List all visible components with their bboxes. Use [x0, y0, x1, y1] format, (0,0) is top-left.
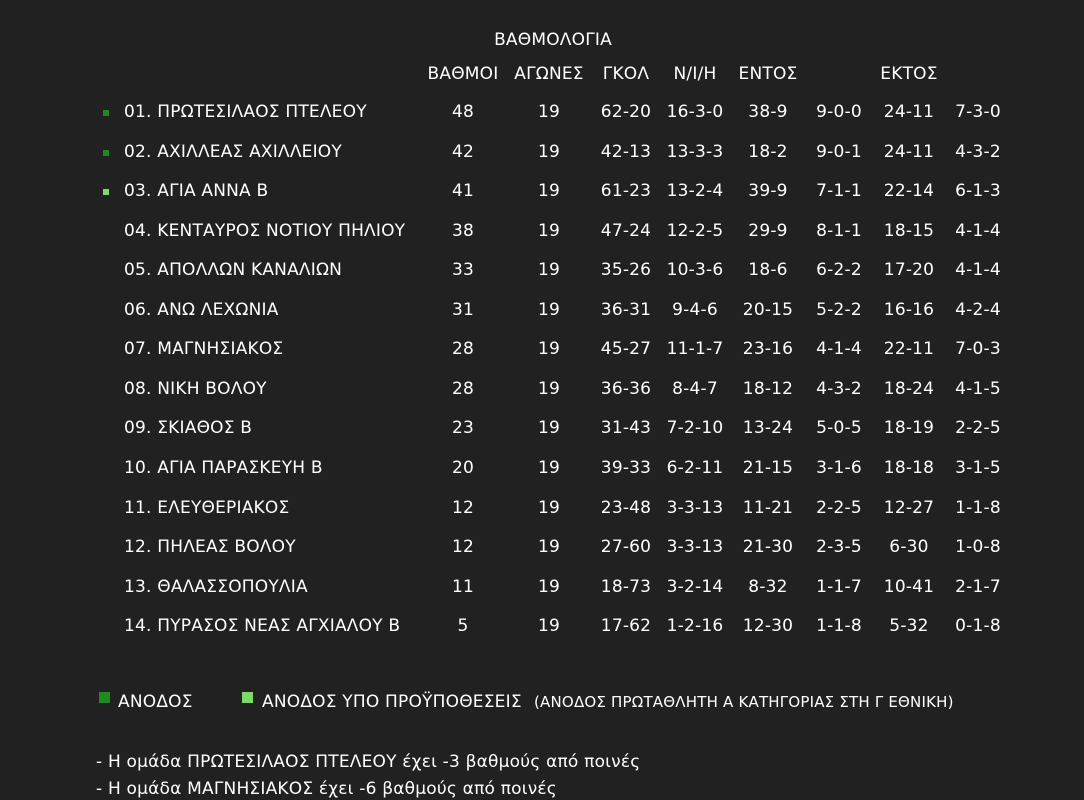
points-cell: 5 [457, 616, 469, 637]
points-cell: 41 [451, 181, 475, 202]
goals-cell: 27-60 [600, 537, 652, 558]
wdl-cell: 3-2-14 [666, 576, 724, 597]
home-goals-cell: 11-21 [742, 497, 794, 518]
table-row [0, 221, 1084, 245]
table-row [0, 498, 1084, 522]
home-goals-cell: 29-9 [748, 220, 788, 241]
wdl-cell: 12-2-5 [666, 220, 724, 241]
away-goals-cell: 18-15 [883, 220, 935, 241]
goals-cell: 35-26 [600, 260, 652, 281]
home-goals-cell: 18-6 [748, 260, 788, 281]
home-wdl-cell: 9-0-1 [816, 141, 862, 162]
team-name: 14. ΠΥΡΑΣΟΣ ΝΕΑΣ ΑΓΧΙΑΛΟΥ Β [124, 616, 401, 637]
away-wdl-cell: 1-0-8 [955, 537, 1001, 558]
away-wdl-cell: 2-2-5 [955, 418, 1001, 439]
goals-cell: 62-20 [600, 102, 652, 122]
points-cell: 20 [451, 457, 475, 478]
team-name: 07. ΜΑΓΝΗΣΙΑΚΟΣ [124, 339, 284, 360]
wdl-cell: 10-3-6 [666, 260, 724, 281]
goals-cell: 47-24 [600, 220, 652, 241]
away-goals-cell: 10-41 [883, 576, 935, 597]
away-goals-cell: 24-11 [883, 102, 935, 122]
goals-cell: 23-48 [600, 497, 652, 518]
home-goals-cell: 21-15 [742, 457, 794, 478]
goals-cell: 18-73 [600, 576, 652, 597]
goals-cell: 36-31 [600, 299, 652, 320]
team-name: 03. ΑΓΙΑ ΑΝΝΑ Β [124, 181, 269, 202]
goals-cell: 36-36 [600, 378, 652, 399]
games-cell: 19 [537, 378, 561, 399]
away-wdl-cell: 2-1-7 [955, 576, 1001, 597]
games-cell: 19 [537, 299, 561, 320]
goals-cell: 17-62 [600, 616, 652, 637]
games-cell: 19 [537, 102, 561, 122]
home-wdl-cell: 9-0-0 [816, 102, 862, 122]
wdl-cell: 8-4-7 [672, 378, 718, 399]
games-cell: 19 [537, 457, 561, 478]
promotion-marker [103, 150, 109, 156]
header-wdl: Ν/Ι/Η [673, 64, 717, 84]
team-name: 08. ΝΙΚΗ ΒΟΛΟΥ [124, 378, 267, 399]
conditional-legend-label: ΑΝΟΔΟΣ ΥΠΟ ΠΡΟΫΠΟΘΕΣΕΙΣ [262, 692, 522, 712]
games-cell: 19 [537, 537, 561, 558]
home-wdl-cell: 3-1-6 [816, 457, 862, 478]
promotion-legend-swatch [99, 692, 110, 703]
away-wdl-cell: 0-1-8 [955, 616, 1001, 637]
goals-cell: 61-23 [600, 181, 652, 202]
table-row [0, 102, 1084, 126]
home-wdl-cell: 8-1-1 [816, 220, 862, 241]
wdl-cell: 3-3-13 [666, 537, 724, 558]
points-cell: 12 [451, 537, 475, 558]
points-cell: 38 [451, 220, 475, 241]
home-wdl-cell: 1-1-7 [816, 576, 862, 597]
wdl-cell: 13-2-4 [666, 181, 724, 202]
away-wdl-cell: 6-1-3 [955, 181, 1001, 202]
away-wdl-cell: 7-3-0 [955, 102, 1001, 122]
table-row [0, 418, 1084, 442]
home-wdl-cell: 2-2-5 [816, 497, 862, 518]
home-goals-cell: 20-15 [742, 299, 794, 320]
home-goals-cell: 21-30 [742, 537, 794, 558]
wdl-cell: 3-3-13 [666, 497, 724, 518]
promotion-marker [103, 110, 109, 116]
home-wdl-cell: 7-1-1 [816, 181, 862, 202]
table-row [0, 616, 1084, 640]
away-goals-cell: 6-30 [889, 537, 929, 558]
wdl-cell: 6-2-11 [666, 457, 724, 478]
home-wdl-cell: 2-3-5 [816, 537, 862, 558]
away-wdl-cell: 3-1-5 [955, 457, 1001, 478]
away-goals-cell: 22-14 [883, 181, 935, 202]
wdl-cell: 11-1-7 [666, 339, 724, 360]
points-cell: 42 [451, 141, 475, 162]
points-cell: 23 [451, 418, 475, 439]
wdl-cell: 1-2-16 [666, 616, 724, 637]
games-cell: 19 [537, 260, 561, 281]
home-goals-cell: 23-16 [742, 339, 794, 360]
table-row [0, 577, 1084, 601]
away-goals-cell: 22-11 [883, 339, 935, 360]
home-goals-cell: 39-9 [748, 181, 788, 202]
away-wdl-cell: 1-1-8 [955, 497, 1001, 518]
table-row [0, 379, 1084, 403]
team-name: 10. ΑΓΙΑ ΠΑΡΑΣΚΕΥΗ Β [124, 457, 323, 478]
goals-cell: 45-27 [600, 339, 652, 360]
home-goals-cell: 18-2 [748, 141, 788, 162]
games-cell: 19 [537, 339, 561, 360]
table-row [0, 339, 1084, 363]
away-goals-cell: 24-11 [883, 141, 935, 162]
points-cell: 31 [451, 299, 475, 320]
home-goals-cell: 38-9 [748, 102, 788, 122]
away-goals-cell: 18-24 [883, 378, 935, 399]
header-points: ΒΑΘΜΟΙ [427, 64, 499, 84]
games-cell: 19 [537, 141, 561, 162]
away-wdl-cell: 4-2-4 [955, 299, 1001, 320]
away-goals-cell: 16-16 [883, 299, 935, 320]
home-goals-cell: 12-30 [742, 616, 794, 637]
goals-cell: 42-13 [600, 141, 652, 162]
home-wdl-cell: 6-2-2 [816, 260, 862, 281]
team-name: 02. ΑΧΙΛΛΕΑΣ ΑΧΙΛΛΕΙΟΥ [124, 141, 342, 162]
header-home: ΕΝΤΟΣ [738, 64, 798, 84]
wdl-cell: 13-3-3 [666, 141, 724, 162]
team-name: 09. ΣΚΙΑΘΟΣ Β [124, 418, 253, 439]
away-goals-cell: 12-27 [883, 497, 935, 518]
table-row [0, 181, 1084, 205]
home-goals-cell: 8-32 [748, 576, 788, 597]
points-cell: 33 [451, 260, 475, 281]
home-wdl-cell: 1-1-8 [816, 616, 862, 637]
points-cell: 48 [451, 102, 475, 122]
table-row [0, 142, 1084, 166]
wdl-cell: 7-2-10 [666, 418, 724, 439]
away-goals-cell: 18-19 [883, 418, 935, 439]
team-name: 13. ΘΑΛΑΣΣΟΠΟΥΛΙΑ [124, 576, 308, 597]
points-cell: 28 [451, 378, 475, 399]
home-wdl-cell: 4-1-4 [816, 339, 862, 360]
points-cell: 12 [451, 497, 475, 518]
away-wdl-cell: 4-1-5 [955, 378, 1001, 399]
home-wdl-cell: 5-0-5 [816, 418, 862, 439]
team-name: 06. ΑΝΩ ΛΕΧΩΝΙΑ [124, 299, 279, 320]
points-cell: 28 [451, 339, 475, 360]
home-goals-cell: 18-12 [742, 378, 794, 399]
goals-cell: 39-33 [600, 457, 652, 478]
wdl-cell: 16-3-0 [666, 102, 724, 122]
conditional-promotion-marker [103, 189, 109, 195]
away-wdl-cell: 4-1-4 [955, 260, 1001, 281]
home-goals-cell: 13-24 [742, 418, 794, 439]
away-wdl-cell: 4-1-4 [955, 220, 1001, 241]
conditional-legend-swatch [242, 692, 253, 703]
header-goals: ΓΚΟΛ [602, 64, 650, 84]
games-cell: 19 [537, 576, 561, 597]
team-name: 05. ΑΠΟΛΛΩΝ ΚΑΝΑΛΙΩΝ [124, 260, 343, 281]
home-wdl-cell: 4-3-2 [816, 378, 862, 399]
games-cell: 19 [537, 418, 561, 439]
away-goals-cell: 5-32 [889, 616, 929, 637]
table-row [0, 300, 1084, 324]
away-wdl-cell: 4-3-2 [955, 141, 1001, 162]
goals-cell: 31-43 [600, 418, 652, 439]
conditional-legend-note: (ΑΝΟΔΟΣ ΠΡΩΤΑΘΛΗΤΗ Α ΚΑΤΗΓΟΡΙΑΣ ΣΤΗ Γ ΕΘΝΙΚΗ) [534, 693, 954, 711]
wdl-cell: 9-4-6 [672, 299, 718, 320]
away-goals-cell: 17-20 [883, 260, 935, 281]
games-cell: 19 [537, 181, 561, 202]
team-name: 01. ΠΡΩΤΕΣΙΛΑΟΣ ΠΤΕΛΕΟΥ [124, 102, 367, 122]
penalty-note-1: - Η ομάδα ΠΡΩΤΕΣΙΛΑΟΣ ΠΤΕΛΕΟΥ έχει -3 βαθμούς από ποινές [96, 752, 641, 772]
table-row [0, 458, 1084, 482]
games-cell: 19 [537, 220, 561, 241]
points-cell: 11 [451, 576, 475, 597]
away-goals-cell: 18-18 [883, 457, 935, 478]
header-away: ΕΚΤΟΣ [880, 64, 938, 84]
team-name: 11. ΕΛΕΥΘΕΡΙΑΚΟΣ [124, 497, 290, 518]
away-wdl-cell: 7-0-3 [955, 339, 1001, 360]
games-cell: 19 [537, 616, 561, 637]
team-name: 12. ΠΗΛΕΑΣ ΒΟΛΟΥ [124, 537, 296, 558]
team-name: 04. ΚΕΝΤΑΥΡΟΣ ΝΟΤΙΟΥ ΠΗΛΙΟΥ [124, 220, 406, 241]
table-row [0, 260, 1084, 284]
table-row [0, 537, 1084, 561]
promotion-legend-label: ΑΝΟΔΟΣ [118, 692, 193, 712]
games-cell: 19 [537, 497, 561, 518]
header-games: ΑΓΩΝΕΣ [514, 64, 584, 84]
table-title: ΒΑΘΜΟΛΟΓΙΑ [494, 30, 612, 50]
penalty-note-2: - Η ομάδα ΜΑΓΝΗΣΙΑΚΟΣ έχει -6 βαθμούς από ποινές [96, 779, 557, 799]
home-wdl-cell: 5-2-2 [816, 299, 862, 320]
